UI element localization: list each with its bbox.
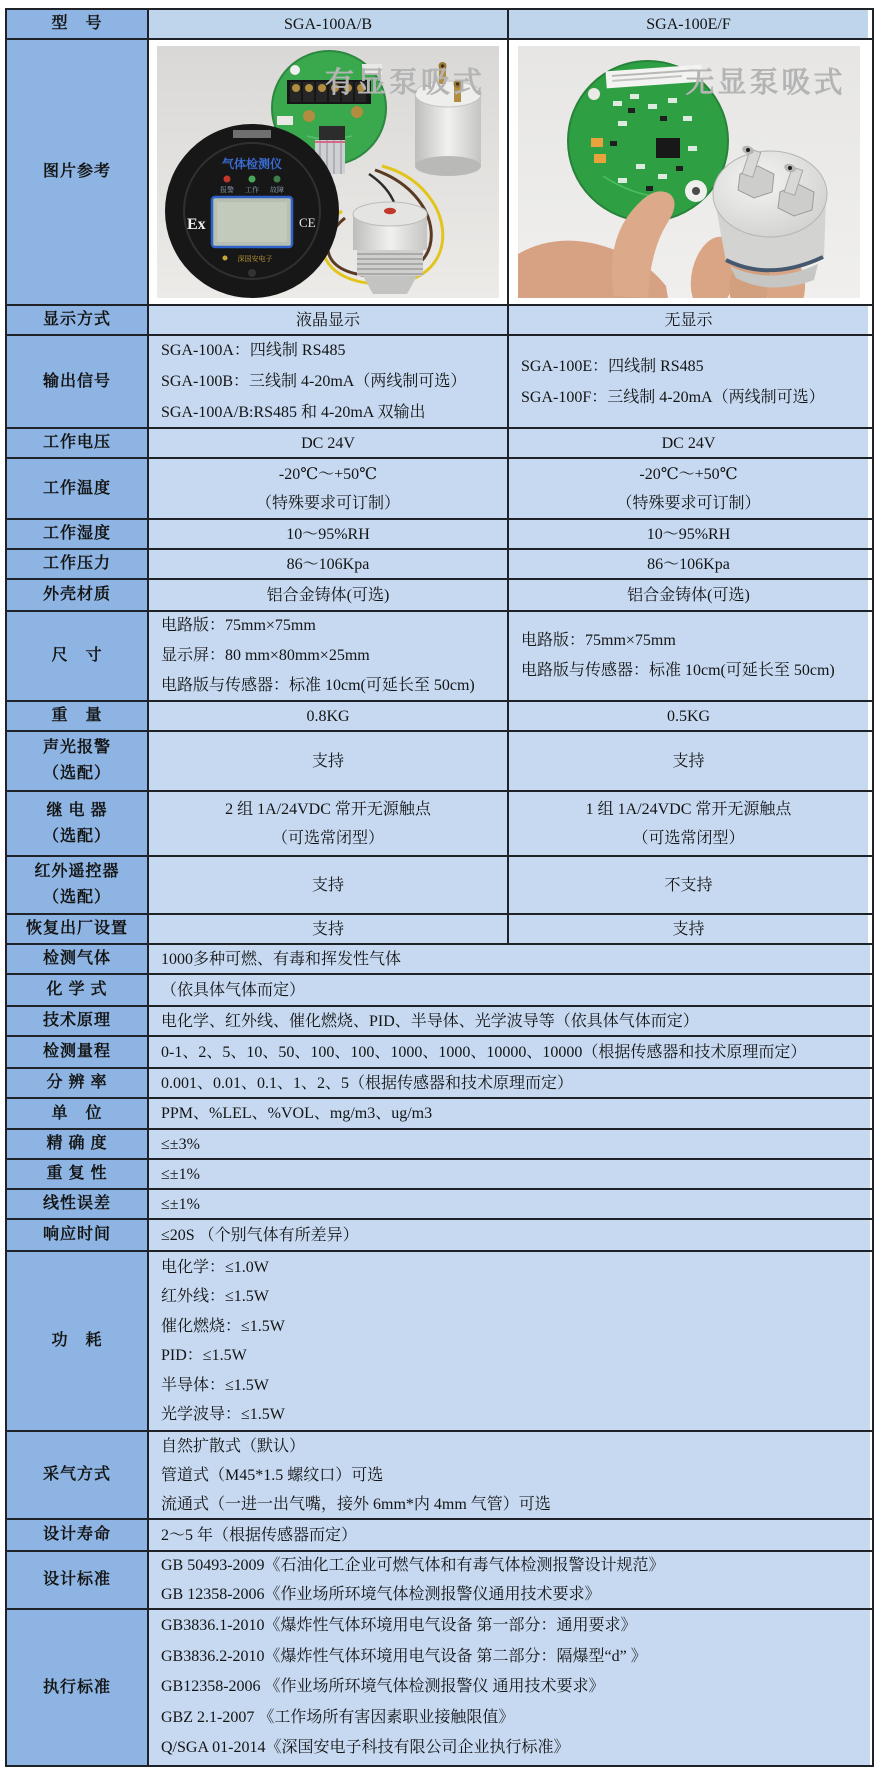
row-label: 重 量 [7,702,149,730]
value-right: 86～106Kpa [509,550,868,578]
row-label: 响应时间 [7,1220,149,1250]
model-left: SGA-100A/B [149,10,509,38]
row-unit [7,1099,872,1130]
row-label: 红外遥控器 （选配） [7,857,149,913]
row-working-voltage [7,429,872,459]
brand-small-text: 深国安电子 [237,255,273,263]
row-image [7,40,872,306]
row-factory-reset [7,915,872,945]
row-label: 分 辨 率 [7,1069,149,1097]
row-label: 继 电 器 （选配） [7,792,149,855]
row-label: 单 位 [7,1099,149,1128]
value-right: -20℃～+50℃ （特殊要求可订制） [509,459,868,518]
row-model [7,10,872,40]
row-label: 采气方式 [7,1432,149,1518]
value-right: 1 组 1A/24VDC 常开无源触点 （可选常闭型） [509,792,868,855]
image-cell-right [509,40,868,304]
row-shell-material [7,580,872,612]
row-dimensions [7,612,872,702]
value-full: GB 50493-2009《石油化工企业可燃气体和有毒气体检测报警设计规范》 GB 12358-2006《作业场所环境气体检测报警仪通用技术要求》 [149,1552,870,1608]
row-working-pressure [7,550,872,580]
row-label: 声光报警 （选配） [7,732,149,790]
row-weight [7,702,872,732]
row-label: 线性误差 [7,1190,149,1218]
value-left: 支持 [149,915,509,943]
value-full: GB3836.1-2010《爆炸性气体环境用电气设备 第一部分：通用要求》 GB3836.2-2010《爆炸性气体环境用电气设备 第二部分：隔爆型“d” 》 GB12358-2006 《作业场所环境气体检测报警仪 通用技术要求》 GBZ 2.1-2007 《工作场所有害因素职业接触限值》 Q/SGA 01-2014《深国安电子科技有限公司企业执行标准》 [149,1610,870,1765]
value-full: PPM、%LEL、%VOL、mg/m3、ug/m3 [149,1099,870,1128]
row-working-temperature [7,459,872,520]
value-right: 电路版：75mm×75mm 电路版与传感器：标准 10cm(可延长至 50cm) [509,612,868,700]
row-sound-light-alarm [7,732,872,792]
value-full: （依具体气体而定） [149,975,870,1005]
product-photo-sga100ef [518,46,860,298]
row-power-consumption [7,1252,872,1432]
value-left: 支持 [149,857,509,913]
image-cell-left [149,40,509,304]
row-label: 图片参考 [7,40,149,304]
value-left: 0.8KG [149,702,509,730]
row-ir-remote [7,857,872,915]
row-label: 尺 寸 [7,612,149,700]
model-label: 型 号 [51,15,103,32]
row-label: 检测量程 [7,1037,149,1067]
value-right: 0.5KG [509,702,868,730]
led-label-fault: 故障 [270,186,284,194]
row-label: 外壳材质 [7,580,149,610]
value-full: 0.001、0.01、0.1、1、2、5（根据传感器和技术原理而定） [149,1069,870,1097]
value-left: DC 24V [149,429,509,457]
row-display-mode [7,306,872,336]
value-left: 10～95%RH [149,520,509,548]
row-label: 执行标准 [7,1610,149,1765]
row-label: 工作电压 [7,429,149,457]
row-linearity [7,1190,872,1220]
row-label: 技术原理 [7,1007,149,1035]
row-label: 设计标准 [7,1552,149,1608]
value-right: DC 24V [509,429,868,457]
value-right: 无显示 [509,306,868,334]
value-left: 电路版：75mm×75mm 显示屏：80 mm×80mm×25mm 电路版与传感器：标准 10cm(可延长至 50cm) [149,612,509,700]
row-label: 设计寿命 [7,1520,149,1550]
value-left: 支持 [149,732,509,790]
value-right: 不支持 [509,857,868,913]
ce-mark-text: CE [299,215,316,230]
row-accuracy [7,1130,872,1160]
row-repeatability [7,1160,872,1190]
value-left: 铝合金铸体(可选) [149,580,509,610]
gas-detector-gauge-icon [165,124,339,298]
row-resolution [7,1069,872,1099]
row-label: 工作压力 [7,550,149,578]
row-label [7,10,149,38]
row-chemical-formula [7,975,872,1007]
value-right: SGA-100E：四线制 RS485 SGA-100F：三线制 4-20mA（两线制可选） [509,336,868,427]
device-title-text: 气体检测仪 [221,157,283,171]
row-design-life [7,1520,872,1552]
row-label: 工作湿度 [7,520,149,548]
value-full: 2～5 年（根据传感器而定） [149,1520,870,1550]
value-full: 电化学：≤1.0W 红外线：≤1.5W 催化燃烧：≤1.5W PID：≤1.5W 半导体：≤1.5W 光学波导：≤1.5W [149,1252,870,1430]
row-working-humidity [7,520,872,550]
row-output-signal [7,336,872,429]
row-design-standard [7,1552,872,1610]
value-full: ≤20S （个别气体有所差异） [149,1220,870,1250]
value-right: 支持 [509,915,868,943]
ex-mark-text: Ex [187,216,206,233]
row-sampling-method [7,1432,872,1520]
value-left: 2 组 1A/24VDC 常开无源触点 （可选常闭型） [149,792,509,855]
row-label: 恢复出厂设置 [7,915,149,943]
value-left: SGA-100A：四线制 RS485 SGA-100B：三线制 4-20mA（两线制可选） SGA-100A/B:RS485 和 4-20mA 双输出 [149,336,509,427]
row-detect-range [7,1037,872,1069]
row-label: 功 耗 [7,1252,149,1430]
value-left: -20℃～+50℃ （特殊要求可订制） [149,459,509,518]
row-label: 输出信号 [7,336,149,427]
row-exec-standard [7,1610,872,1765]
row-relay [7,792,872,857]
row-label: 重 复 性 [7,1160,149,1188]
value-right: 支持 [509,732,868,790]
row-detect-gas [7,945,872,975]
value-right: 铝合金铸体(可选) [509,580,868,610]
pump-type-watermark-right: 无显泵吸式 [685,67,846,99]
row-label: 工作温度 [7,459,149,518]
row-response-time [7,1220,872,1252]
led-label-work: 工作 [245,186,259,194]
led-label-alarm: 报警 [220,186,234,194]
value-right: 10～95%RH [509,520,868,548]
value-full: 0-1、2、5、10、50、100、100、1000、1000、10000、10000（根据传感器和技术原理而定） [149,1037,870,1067]
spec-table [5,8,874,1767]
pump-type-watermark-left: 有显泵吸式 [324,67,485,99]
product-photo-sga100ab [157,46,499,298]
value-full: 电化学、红外线、催化燃烧、PID、半导体、光学波导等（依具体气体而定） [149,1007,870,1035]
value-full: 自然扩散式（默认） 管道式（M45*1.5 螺纹口）可选 流通式（一进一出气嘴，接外 6mm*内 4mm 气管）可选 [149,1432,870,1518]
row-label: 化 学 式 [7,975,149,1005]
value-full: 1000多种可燃、有毒和挥发性气体 [149,945,870,973]
value-left: 86～106Kpa [149,550,509,578]
value-full: ≤±1% [149,1190,870,1218]
row-label: 精 确 度 [7,1130,149,1158]
value-left: 液晶显示 [149,306,509,334]
value-full: ≤±3% [149,1130,870,1158]
row-label: 显示方式 [7,306,149,334]
row-tech-principle [7,1007,872,1037]
row-label: 检测气体 [7,945,149,973]
value-full: ≤±1% [149,1160,870,1188]
model-right: SGA-100E/F [509,10,868,38]
